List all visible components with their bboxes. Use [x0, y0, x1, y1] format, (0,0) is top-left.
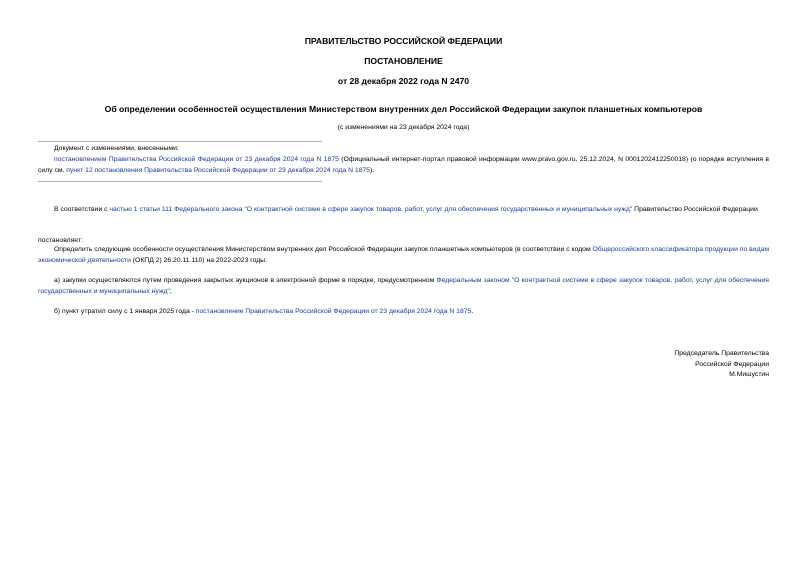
item-a-text-start: а) закупки осуществляются путем проведения закрытых аукционов в электронной форме в порядке, предусмотренном: [54, 277, 437, 284]
determination-paragraph: [38, 245, 769, 266]
determination-text-end: (ОКПД 2) 26.20.11.110) на 2022-2023 годы:: [130, 256, 267, 264]
note-bottom-divider: [38, 181, 322, 182]
determination-text-start: Определить следующие особенности осуществления Министерством внутренних дел Российской Федерации закупок планшетных компьютеров (в соответствии с кодом: [54, 246, 593, 253]
preamble-text-start: В соответствии с: [54, 206, 110, 213]
federal-law-article-link[interactable]: частью 1 статьи 111 Федерального закона "О контрактной системе в сфере закупок товаров, работ, услуг для обеспечения государственных и муниципальных нужд": [109, 206, 633, 213]
signature-block: [569, 349, 769, 381]
document-date-number: от 28 декабря 2022 года N 2470: [337, 76, 470, 86]
preamble-paragraph: [38, 205, 769, 216]
item-b-text-end: .: [471, 308, 474, 315]
issuing-authority: ПРАВИТЕЛЬСТВО РОССИЙСКОЙ ФЕДЕРАЦИИ: [304, 36, 503, 46]
repeal-resolution-link[interactable]: постановление Правительства Российской Федерации от 23 декабря 2024 года N 1875: [195, 308, 472, 315]
resolves-paragraph: постановляет:: [38, 237, 83, 244]
item-b-paragraph: [38, 307, 769, 318]
signatory-name: М.Мишустин: [729, 371, 769, 378]
document-title: Об определении особенностей осуществления Министерством внутренних дел Российской Федерации закупок планшетных компьютеров: [104, 104, 703, 114]
preamble-text-end: Правительство Российской Федерации: [632, 206, 758, 213]
federal-law-link[interactable]: Федеральным законом "О контрактной системе в сфере закупок товаров, работ, услуг для обеспечения государственных и муниципальных нужд": [38, 277, 769, 295]
amendment-closing: ).: [370, 166, 375, 174]
document-type: ПОСТАНОВЛЕНИЕ: [364, 56, 443, 66]
signatory-organization: Российской Федерации: [695, 360, 769, 368]
signatory-position: Председатель Правительства: [674, 350, 769, 357]
item-a-paragraph: [38, 276, 769, 297]
note-top-divider: [38, 141, 322, 142]
okpd2-classifier-link[interactable]: Общероссийского классификатора продукции по видам экономической деятельности: [38, 246, 769, 264]
amendment-source-text: (Официальный интернет-портал правовой информации www.pravo.gov.ru, 25.12.2024, N 0001202412250018) (о порядке вступления в силу см.: [38, 156, 769, 174]
amendments-intro: Документ с изменениями, внесенными:: [54, 145, 179, 152]
amendment-link-resolution[interactable]: постановлением Правительства Российской Федерации от 23 декабря 2024 года N 1875: [54, 156, 339, 163]
revision-note: (с изменениями на 23 декабря 2024 года): [337, 124, 470, 131]
amendment-link-point-12[interactable]: пункт 12 постановления Правительства Российской Федерации от 23 декабря 2024 года N 1875: [66, 166, 371, 174]
item-a-text-end: ;: [169, 287, 172, 295]
item-b-text-start: б) пункт утратил силу с 1 января 2025 года -: [54, 308, 196, 315]
amendments-note: [38, 155, 769, 176]
